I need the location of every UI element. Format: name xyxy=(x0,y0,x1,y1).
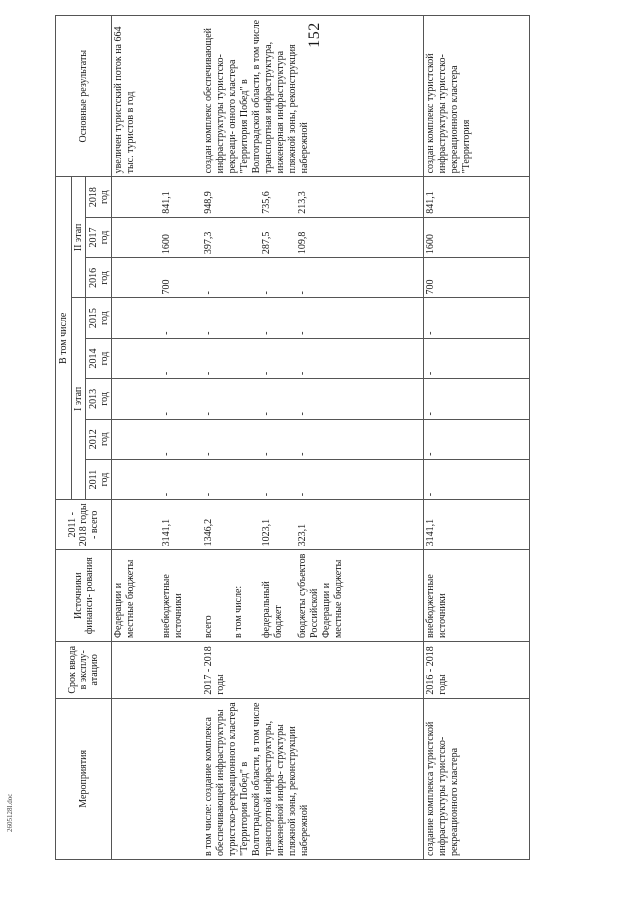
cell-year xyxy=(112,459,160,499)
cell-year xyxy=(112,419,160,459)
header-stage-1: I этап xyxy=(72,298,86,500)
cell-measure xyxy=(160,698,202,859)
footer-file-code: 2605128l.doc xyxy=(6,793,14,832)
table-row xyxy=(160,16,202,860)
header-funding-source: Источники финанси- рования xyxy=(56,550,112,642)
table-row xyxy=(424,16,530,860)
cell-year: - xyxy=(202,258,232,298)
cell-year xyxy=(232,379,260,419)
header-total: 2011 - 2018 годы - всего xyxy=(56,500,112,550)
header-year: 2012 год xyxy=(86,419,112,459)
cell-year: 287,5 xyxy=(260,217,296,257)
header-year: 2015 год xyxy=(86,298,112,338)
header-year: 2013 год xyxy=(86,379,112,419)
cell-year: - xyxy=(260,459,296,499)
cell-year: 1600 xyxy=(160,217,202,257)
cell-result: создан комплекс туристской инфраструктуры туристско- рекреационного кластера "Территория xyxy=(424,16,530,177)
cell-source: всего xyxy=(202,550,232,642)
cell-year: - xyxy=(202,419,232,459)
cell-year xyxy=(232,419,260,459)
cell-year: - xyxy=(260,338,296,378)
cell-year: 700 xyxy=(160,258,202,298)
cell-source: внебюджетные источники xyxy=(424,550,530,642)
cell-total: 3141,1 xyxy=(160,500,202,550)
cell-source: бюджеты субъектов Российской Федерации и местные бюджеты xyxy=(296,550,424,642)
cell-year: - xyxy=(424,379,530,419)
header-commission-term: Срок ввода в эксплу- атацию xyxy=(56,641,112,698)
cell-year xyxy=(112,298,160,338)
cell-year xyxy=(232,258,260,298)
cell-year: 948,9 xyxy=(202,177,232,217)
cell-year: - xyxy=(160,379,202,419)
table-row xyxy=(202,16,232,860)
cell-year: 841,1 xyxy=(160,177,202,217)
cell-year: 1600 xyxy=(424,217,530,257)
cell-year: - xyxy=(296,459,424,499)
cell-year xyxy=(112,258,160,298)
cell-term xyxy=(160,641,202,698)
header-main-results: Основные результаты xyxy=(56,16,112,177)
cell-year xyxy=(232,217,260,257)
cell-result: создан комплекс обеспечивающей инфраструктуры туристско-рекреаци- онного кластера "Территория Побед" в Волгоградской области, в том числе транспортная инфраструктура, инженерная инфраструктура пляжной зоны, реконструкция набережной xyxy=(202,16,424,177)
cell-year: - xyxy=(296,258,424,298)
cell-year: 700 xyxy=(424,258,530,298)
header-year: 2016 год xyxy=(86,258,112,298)
page-number: 152 xyxy=(305,22,323,48)
cell-total xyxy=(112,500,160,550)
cell-source: в том числе: xyxy=(232,550,260,642)
cell-year xyxy=(232,177,260,217)
table-row xyxy=(112,16,160,860)
cell-measure: создание комплекса туристской инфраструктуры туристско- рекреационного кластера xyxy=(424,698,530,859)
header-year: 2014 год xyxy=(86,338,112,378)
cell-term: 2017 - 2018 годы xyxy=(202,641,424,698)
cell-source: федеральный бюджет xyxy=(260,550,296,642)
header-including: В том числе xyxy=(56,177,72,500)
cell-year xyxy=(112,338,160,378)
cell-year: 213,3 xyxy=(296,177,424,217)
cell-year: - xyxy=(202,379,232,419)
cell-source: внебюджетные источники xyxy=(160,550,202,642)
cell-year xyxy=(232,298,260,338)
cell-year: - xyxy=(202,338,232,378)
cell-total: 1023,1 xyxy=(260,500,296,550)
cell-year: - xyxy=(424,338,530,378)
cell-year: 397,3 xyxy=(202,217,232,257)
cell-year xyxy=(232,459,260,499)
header-year: 2018 год xyxy=(86,177,112,217)
cell-total: 323,1 xyxy=(296,500,424,550)
header-stage-2: II этап xyxy=(72,177,86,298)
cell-year xyxy=(232,338,260,378)
financing-table xyxy=(55,15,530,860)
cell-term xyxy=(112,641,160,698)
cell-year: - xyxy=(296,379,424,419)
cell-source: Федерации и местные бюджеты xyxy=(112,550,160,642)
rotated-table-container xyxy=(55,15,585,860)
cell-year: - xyxy=(260,419,296,459)
cell-year: - xyxy=(202,459,232,499)
header-measures: Мероприятия xyxy=(56,698,112,859)
cell-measure xyxy=(112,698,160,859)
cell-year: - xyxy=(424,298,530,338)
cell-year: - xyxy=(160,338,202,378)
cell-result xyxy=(160,16,202,177)
cell-year xyxy=(112,217,160,257)
table-header xyxy=(56,16,112,860)
cell-total: 3141,1 xyxy=(424,500,530,550)
cell-year: - xyxy=(296,298,424,338)
cell-total xyxy=(232,500,260,550)
cell-total: 1346,2 xyxy=(202,500,232,550)
cell-year: 735,6 xyxy=(260,177,296,217)
cell-year: - xyxy=(296,419,424,459)
header-year: 2017 год xyxy=(86,217,112,257)
cell-year: - xyxy=(260,258,296,298)
header-year: 2011 год xyxy=(86,459,112,499)
cell-year: - xyxy=(160,298,202,338)
cell-year xyxy=(112,379,160,419)
cell-year: 841,1 xyxy=(424,177,530,217)
cell-year: - xyxy=(160,419,202,459)
cell-year: - xyxy=(296,338,424,378)
cell-year: 109,8 xyxy=(296,217,424,257)
cell-year: - xyxy=(260,379,296,419)
cell-year: - xyxy=(424,459,530,499)
cell-year: - xyxy=(424,419,530,459)
cell-year: - xyxy=(260,298,296,338)
cell-measure: в том числе: создание комплекса обеспечивающей инфраструктуры туристско-рекреационного кластера "Территория Побед" в Волгоградской области, в том числе транспортной инфраструктуры, инженерной инфра- структуры пляжной зоны, реконструкции набережной xyxy=(202,698,424,859)
cell-term: 2016 - 2018 годы xyxy=(424,641,530,698)
cell-year: - xyxy=(202,298,232,338)
cell-year xyxy=(112,177,160,217)
cell-year: - xyxy=(160,459,202,499)
cell-result: увеличен туристский поток на 664 тыс. туристов в год xyxy=(112,16,160,177)
